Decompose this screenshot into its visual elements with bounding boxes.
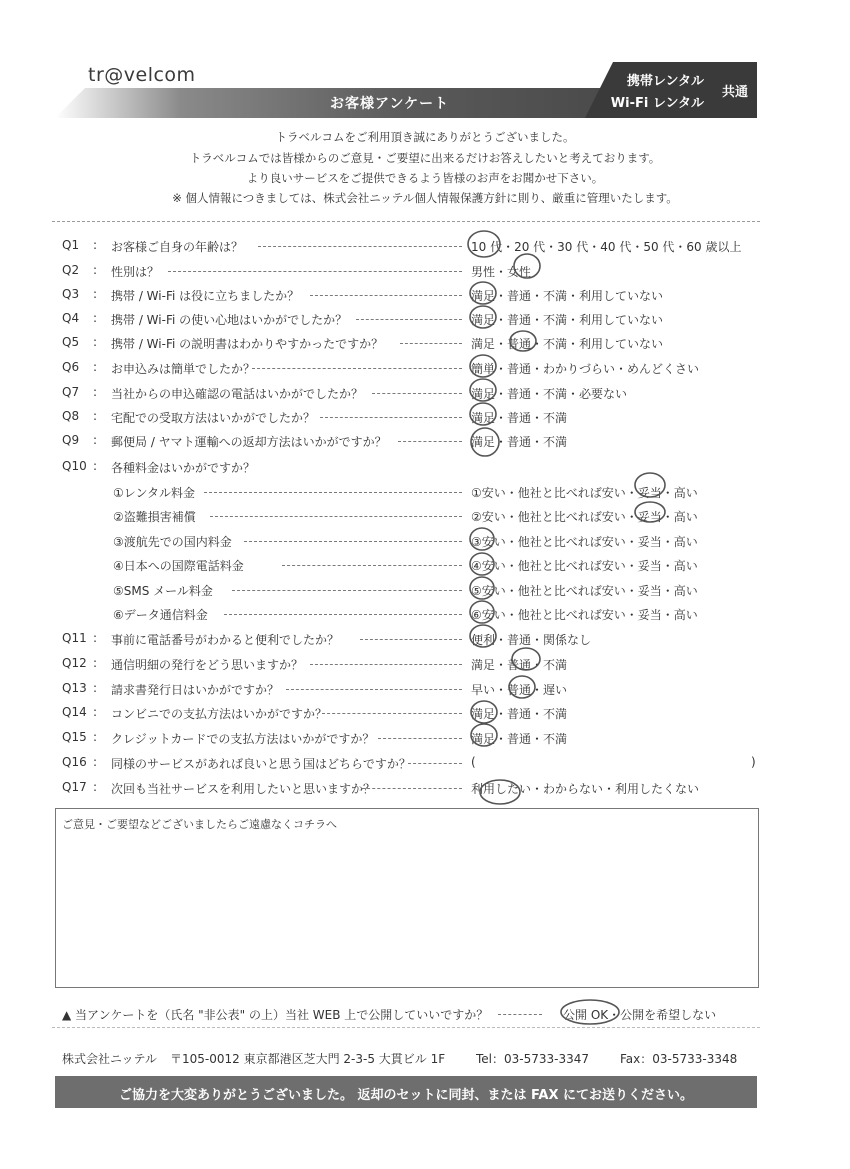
q10-item-label: ⑥データ通信料金 — [113, 608, 208, 622]
circle-mark-q11 — [470, 625, 496, 647]
colon: : — [93, 238, 98, 252]
question-text: 携帯 / Wi-Fi は役に立ちましたか？ — [111, 289, 300, 303]
answer-options[interactable]: 満足・普通・不満 — [471, 732, 568, 746]
circle-mark-q10-3 — [470, 528, 494, 550]
company-tel: Tel：03-5733-3347 — [476, 1052, 590, 1066]
question-number: Q14 — [62, 705, 87, 719]
tag-mobile-rental: 携帯レンタル — [626, 74, 704, 89]
colon: : — [93, 287, 98, 301]
company-address: 〒105-0012 東京都港区芝大門 2-3-5 大貫ビル 1F — [170, 1052, 446, 1066]
answer-options[interactable]: ②安い・他社と比べれば安い・妥当・高い — [471, 510, 698, 524]
comment-label: ご意見・ご要望などございましたらご遠慮なくコチラへ — [62, 818, 337, 831]
question-number: Q11 — [62, 631, 87, 645]
question-number: Q9 — [62, 433, 80, 447]
answer-options[interactable]: 満足・普通・不満・利用していない — [471, 337, 664, 351]
thank-you-message: ご協力を大変ありがとうございました。 返却のセットに同封、または FAX にてお送りください。 — [118, 1088, 694, 1103]
intro-line-1: トラベルコムをご利用頂き誠にありがとうございました。 — [275, 130, 575, 144]
circle-mark-q17 — [480, 780, 520, 804]
question-text: 通信明細の発行をどう思いますか？ — [111, 658, 304, 672]
company-fax: Fax：03-5733-3348 — [620, 1052, 738, 1066]
colon: : — [93, 656, 98, 670]
circle-mark-q6 — [470, 355, 496, 377]
question-number: Q16 — [62, 755, 87, 769]
colon: : — [93, 705, 98, 719]
publish-options[interactable]: 公開 OK・公開を希望しない — [563, 1008, 717, 1022]
question-text: 次回も当社サービスを利用したいと思いますか？ — [111, 782, 376, 796]
question-text: 事前に電話番号がわかると便利でしたか？ — [111, 633, 340, 647]
circle-mark-q7 — [470, 379, 496, 401]
q10-item-label: ⑤SMS メール料金 — [113, 584, 213, 598]
circle-mark-q10-6 — [470, 601, 494, 623]
answer-options[interactable]: ①安い・他社と比べれば安い・妥当・高い — [471, 486, 698, 500]
question-number: Q1 — [62, 238, 80, 252]
question-number: Q17 — [62, 780, 87, 794]
answer-options[interactable]: 10 代・20 代・30 代・40 代・50 代・60 歳以上 — [471, 240, 742, 254]
colon: : — [93, 780, 98, 794]
circle-mark-q14 — [471, 701, 497, 723]
answer-options[interactable]: 満足・普通・不満 — [471, 411, 568, 425]
answer-options[interactable]: ⑥安い・他社と比べれば安い・妥当・高い — [471, 608, 698, 622]
company-name: 株式会社ニッテル — [62, 1052, 157, 1066]
colon: : — [93, 755, 98, 769]
q10-item-label: ②盗難損害補償 — [113, 510, 196, 524]
circle-mark-publish — [561, 1000, 619, 1024]
circle-mark-q5 — [510, 331, 536, 351]
question-number: Q10 — [62, 459, 87, 473]
question-text: 郵便局 / ヤマト運輸への返却方法はいかがですか？ — [111, 435, 387, 449]
answer-options[interactable]: 満足・普通・不満 — [471, 707, 568, 721]
colon: : — [93, 631, 98, 645]
question-number: Q8 — [62, 409, 80, 423]
colon: : — [93, 385, 98, 399]
circle-mark-q10-5 — [470, 577, 494, 599]
circle-mark-q13 — [509, 676, 535, 698]
question-text: 請求書発行日はいかがですか？ — [111, 683, 280, 697]
question-text: お申込みは簡単でしたか？ — [111, 362, 256, 376]
question-number: Q3 — [62, 287, 80, 301]
circle-mark-q15 — [471, 724, 497, 746]
intro-line-2: トラベルコムでは皆様からのご意見・ご要望に出来るだけお答えしたいと考えております。 — [189, 151, 661, 165]
answer-options[interactable]: 男性・女性 — [471, 265, 532, 279]
colon: : — [93, 409, 98, 423]
answer-options[interactable]: 満足・普通・不満・利用していない — [471, 289, 664, 303]
question-number: Q2 — [62, 263, 80, 277]
circle-mark-q12 — [512, 648, 540, 670]
q10-item-label: ③渡航先での国内料金 — [113, 535, 232, 549]
q10-item-label: ④日本への国際電話料金 — [113, 559, 244, 573]
colon: : — [93, 730, 98, 744]
question-number: Q4 — [62, 311, 80, 325]
colon: : — [93, 433, 98, 447]
question-text: コンビニでの支払方法はいかがですか？ — [111, 707, 328, 721]
question-number: Q7 — [62, 385, 80, 399]
circle-mark-q10-2 — [635, 502, 665, 522]
circle-mark-q8 — [470, 403, 496, 425]
question-number: Q15 — [62, 730, 87, 744]
q16-open-paren: ( — [471, 755, 476, 769]
q10-item-label: ①レンタル料金 — [113, 486, 195, 500]
answer-options[interactable]: 利用したい・わからない・利用したくない — [471, 782, 700, 796]
question-number: Q6 — [62, 360, 80, 374]
answer-options[interactable]: 便利・普通・関係なし — [471, 633, 592, 647]
question-text: 同様のサービスがあれば良いと思う国はどちらですか？ — [111, 757, 411, 771]
answer-options[interactable]: 満足・普通・不満・利用していない — [471, 313, 664, 327]
question-text: 宅配での受取方法はいかがでしたか？ — [111, 411, 316, 425]
colon: : — [93, 335, 98, 349]
colon: : — [93, 263, 98, 277]
privacy-note: ※ 個人情報につきましては、株式会社ニッテル個人情報保護方針に則り、厳重に管理いたします。 — [172, 191, 678, 205]
answer-options[interactable]: ⑤安い・他社と比べれば安い・妥当・高い — [471, 584, 698, 598]
circle-mark-q3 — [470, 282, 496, 304]
colon: : — [93, 681, 98, 695]
survey-title: お客様アンケート — [330, 96, 450, 112]
circle-mark-q4 — [470, 306, 496, 328]
answer-options[interactable]: ③安い・他社と比べれば安い・妥当・高い — [471, 535, 698, 549]
tag-common: 共通 — [721, 85, 748, 100]
answer-options[interactable]: 満足・普通・不満・必要ない — [471, 387, 628, 401]
question-text: 各種料金はいかがですか？ — [111, 461, 256, 475]
answer-options[interactable]: 簡単・普通・わかりづらい・めんどくさい — [471, 362, 700, 376]
tag-wifi-rental: Wi-Fi レンタル — [610, 96, 704, 111]
question-text: お客様ご自身の年齢は？ — [111, 240, 244, 254]
question-number: Q5 — [62, 335, 80, 349]
question-text: 携帯 / Wi-Fi の使い心地はいかがでしたか？ — [111, 313, 348, 327]
question-text: クレジットカードでの支払方法はいかがですか？ — [111, 732, 375, 746]
answer-options[interactable]: 満足・普通・不満 — [471, 435, 568, 449]
colon: : — [93, 360, 98, 374]
question-text: 携帯 / Wi-Fi の説明書はわかりやすかったですか？ — [111, 337, 384, 351]
colon: : — [93, 311, 98, 325]
intro-line-3: より良いサービスをご提供できるよう皆様のお声をお聞かせ下さい。 — [246, 171, 604, 185]
question-text: 当社からの申込確認の電話はいかがでしたか？ — [111, 387, 364, 401]
circle-mark-q10-1 — [635, 473, 665, 497]
q16-close-paren: ) — [751, 755, 756, 769]
colon: : — [93, 459, 98, 473]
answer-options[interactable]: ④安い・他社と比べれば安い・妥当・高い — [471, 559, 698, 573]
circle-mark-q9 — [471, 428, 499, 456]
travelcom-logo: tr@velcom — [88, 64, 196, 86]
answer-options[interactable]: 早い・普通・遅い — [471, 683, 568, 697]
circle-mark-q10-4 — [470, 553, 494, 575]
publish-question: ▲ 当アンケートを（氏名 "非公表" の上）当社 WEB 上で公開していいですか？ — [62, 1008, 489, 1022]
answer-options[interactable]: 満足・普通・不満 — [471, 658, 568, 672]
question-number: Q12 — [62, 656, 87, 670]
question-number: Q13 — [62, 681, 87, 695]
circle-mark-q2 — [514, 254, 540, 278]
question-text: 性別は？ — [111, 265, 160, 279]
circle-mark-q1 — [468, 231, 500, 257]
